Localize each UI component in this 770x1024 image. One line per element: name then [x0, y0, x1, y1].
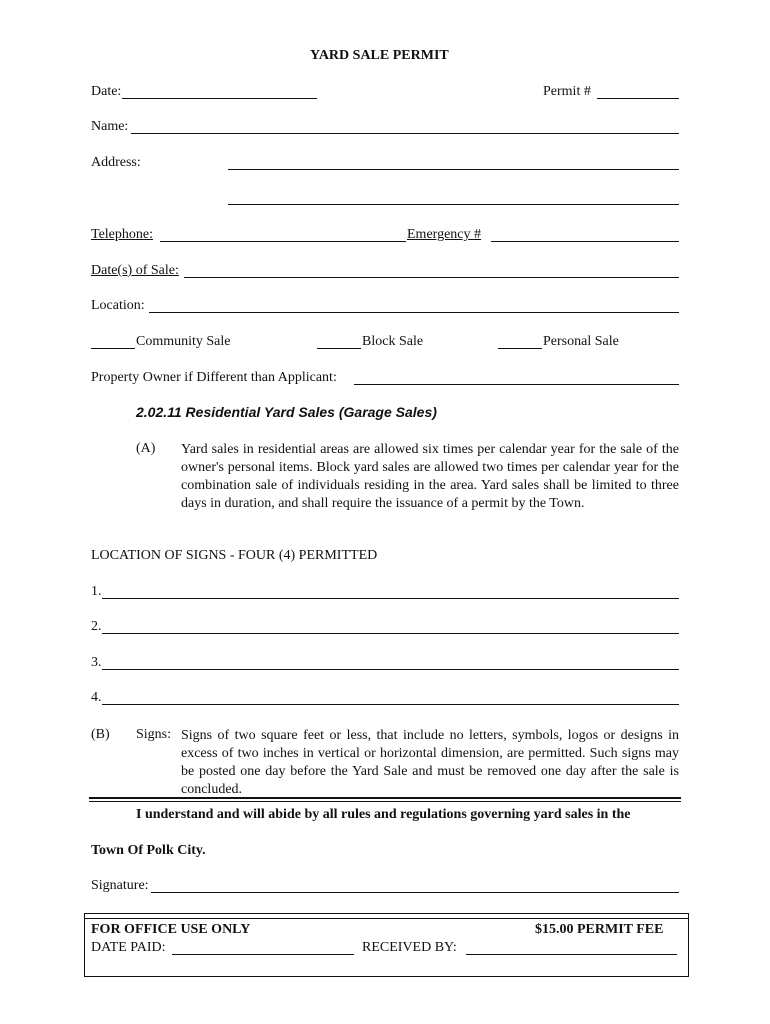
- office-use-heading: FOR OFFICE USE ONLY: [91, 922, 251, 937]
- block-sale-checkbox[interactable]: [317, 348, 361, 349]
- sign-location-2-label: 2.: [91, 619, 102, 634]
- signs-heading: LOCATION OF SIGNS - FOUR (4) PERMITTED: [91, 548, 378, 563]
- name-field[interactable]: [131, 133, 679, 134]
- name-label: Name:: [91, 119, 129, 134]
- sign-location-4-field[interactable]: [102, 704, 679, 705]
- telephone-label: Telephone:: [91, 227, 153, 242]
- dates-of-sale-label: Date(s) of Sale:: [91, 263, 179, 278]
- section-b-marker: (B): [91, 727, 110, 742]
- date-label: Date:: [91, 84, 122, 99]
- sign-location-1-label: 1.: [91, 584, 102, 599]
- date-field[interactable]: [122, 98, 317, 99]
- date-paid-label: DATE PAID:: [91, 940, 166, 955]
- sign-location-4-label: 4.: [91, 690, 102, 705]
- community-sale-label: Community Sale: [136, 334, 231, 349]
- signature-field[interactable]: [151, 892, 679, 893]
- section-a-marker: (A): [136, 441, 156, 456]
- property-owner-label: Property Owner if Different than Applicant:: [91, 370, 337, 385]
- section-heading: 2.02.11 Residential Yard Sales (Garage Sales): [136, 404, 437, 420]
- telephone-field[interactable]: [160, 241, 406, 242]
- dates-of-sale-field[interactable]: [184, 277, 679, 278]
- permit-fee-text: $15.00 PERMIT FEE: [535, 922, 664, 937]
- divider-rule-top: [89, 797, 681, 799]
- sign-location-3-label: 3.: [91, 655, 102, 670]
- address-field-line2[interactable]: [228, 204, 679, 205]
- address-field-line1[interactable]: [228, 169, 679, 170]
- date-paid-field[interactable]: [172, 954, 354, 955]
- location-field[interactable]: [149, 312, 679, 313]
- property-owner-field[interactable]: [354, 384, 679, 385]
- section-b-label: Signs:: [136, 727, 172, 742]
- emergency-label: Emergency #: [407, 227, 481, 242]
- emergency-field[interactable]: [491, 241, 679, 242]
- location-label: Location:: [91, 298, 145, 313]
- page-title: YARD SALE PERMIT: [310, 48, 449, 63]
- permit-label: Permit #: [543, 84, 591, 99]
- personal-sale-checkbox[interactable]: [498, 348, 542, 349]
- permit-number-field[interactable]: [597, 98, 679, 99]
- sign-location-3-field[interactable]: [102, 669, 679, 670]
- office-box-inner-rule: [84, 918, 689, 919]
- personal-sale-label: Personal Sale: [543, 334, 619, 349]
- sign-location-1-field[interactable]: [102, 598, 679, 599]
- sign-location-2-field[interactable]: [102, 633, 679, 634]
- community-sale-checkbox[interactable]: [91, 348, 135, 349]
- address-label: Address:: [91, 155, 141, 170]
- received-by-field[interactable]: [466, 954, 677, 955]
- section-b-text: Signs of two square feet or less, that include no letters, symbols, logos or designs in excess of two inches in vertical or horizontal dimension, are permitted. Such signs may be posted one day before the Yard Sale and must be removed one day after the sale is concluded.: [181, 728, 679, 797]
- agreement-line-2: Town Of Polk City.: [91, 843, 206, 858]
- divider-rule-bottom: [89, 801, 681, 802]
- block-sale-label: Block Sale: [362, 334, 424, 349]
- section-a-text: Yard sales in residential areas are allowed six times per calendar year for the sale of the owner's personal items. Block yard sales are allowed two times per calendar year for the combination sale of individuals residing in the area. Yard sales shall be limited to three days in duration, and shall require the issuance of a permit by the Town.: [181, 442, 679, 511]
- received-by-label: RECEIVED BY:: [362, 940, 457, 955]
- agreement-line-1: I understand and will abide by all rules and regulations governing yard sales in the: [136, 807, 631, 822]
- signature-label: Signature:: [91, 878, 149, 893]
